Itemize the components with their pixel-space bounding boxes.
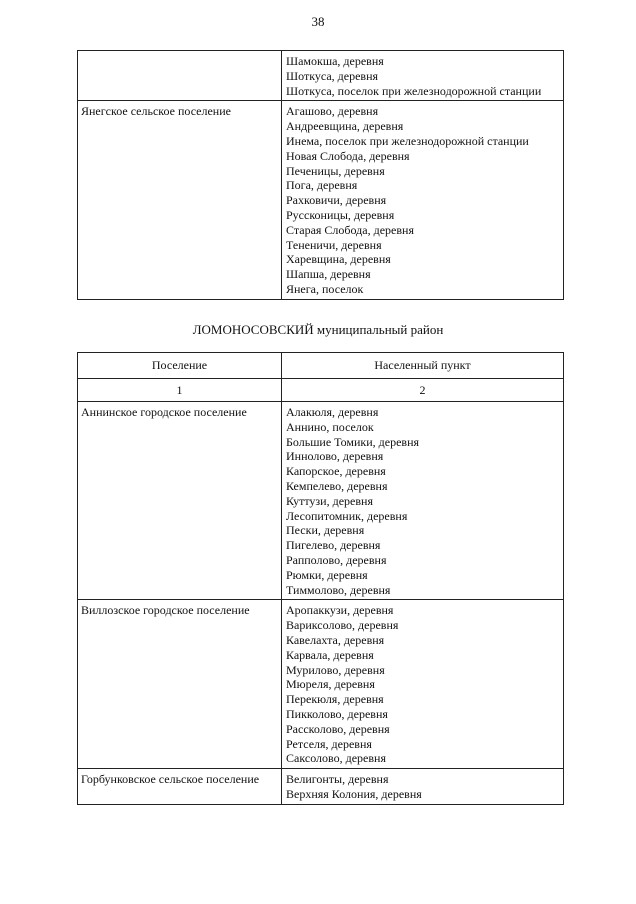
table-row — [78, 51, 564, 101]
locality-item: Рюмки, деревня — [286, 567, 368, 582]
locality-item: Карвала, деревня — [286, 647, 374, 662]
table-row — [78, 101, 564, 299]
locality-item: Шоткуса, деревня — [286, 68, 379, 83]
header-row — [78, 353, 564, 379]
localities-cell — [282, 769, 564, 805]
page-number: 38 — [311, 14, 325, 29]
locality-item: Иннолово, деревня — [286, 449, 384, 464]
locality-item: Харевщина, деревня — [286, 252, 391, 267]
locality-item: Рассколово, деревня — [286, 721, 390, 736]
locality-item: Янега, поселок — [286, 281, 364, 296]
settlement-name: Горбунковское сельское поселение — [78, 769, 282, 805]
locality-item: Руссконицы, деревня — [286, 207, 395, 222]
locality-item: Мюреля, деревня — [286, 677, 375, 692]
locality-item: Мурилово, деревня — [286, 662, 385, 677]
locality-item: Пога, деревня — [286, 178, 358, 193]
table-row — [78, 769, 564, 805]
localities-cell — [282, 600, 564, 769]
locality-item: Шоткуса, поселок при железнодорожной станции — [286, 83, 542, 98]
locality-item: Аннино, поселок — [286, 419, 374, 434]
localities-cell — [282, 101, 564, 299]
locality-item: Рапполово, деревня — [286, 552, 387, 567]
locality-item: Рахковичи, деревня — [286, 193, 387, 208]
locality-item: Пикколово, деревня — [286, 706, 388, 721]
locality-item: Велигонты, деревня — [286, 772, 389, 787]
settlements-table-continued — [77, 50, 564, 300]
locality-item: Тиммолово, деревня — [286, 582, 391, 597]
locality-item: Пески, деревня — [286, 523, 365, 538]
locality-item: Кемпелево, деревня — [286, 478, 388, 493]
locality-item: Куттузи, деревня — [286, 493, 373, 508]
locality-item: Саксолово, деревня — [286, 751, 386, 766]
section-title: ЛОМОНОСОВСКИЙ муниципальный район — [192, 322, 444, 337]
lomonosov-settlements-table — [77, 352, 564, 805]
locality-item: Капорское, деревня — [286, 464, 386, 479]
localities-cell — [282, 402, 564, 600]
locality-item: Инема, поселок при железнодорожной станции — [286, 133, 529, 148]
locality-item: Верхняя Колония, деревня — [286, 786, 422, 801]
column-number: 1 — [78, 379, 282, 402]
table-row — [78, 402, 564, 600]
locality-item: Андреевщина, деревня — [286, 119, 404, 134]
settlement-name: Аннинское городское поселение — [78, 402, 282, 600]
locality-item: Пигелево, деревня — [286, 538, 381, 553]
settlement-name: Янегское сельское поселение — [78, 101, 282, 299]
settlement-name: Виллозское городское поселение — [78, 600, 282, 769]
column-header-locality: Населенный пункт — [282, 353, 564, 379]
locality-item: Тененичи, деревня — [286, 237, 382, 252]
column-number: 2 — [282, 379, 564, 402]
locality-item: Большие Томики, деревня — [286, 434, 420, 449]
locality-item: Кавелахта, деревня — [286, 632, 385, 647]
locality-item: Шамокша, деревня — [286, 54, 384, 68]
locality-item: Лесопитомник, деревня — [286, 508, 408, 523]
locality-item: Старая Слобода, деревня — [286, 222, 414, 237]
settlement-name — [78, 51, 282, 101]
table-row — [78, 600, 564, 769]
locality-item: Шапша, деревня — [286, 267, 371, 282]
locality-item: Алакюля, деревня — [286, 405, 379, 419]
locality-item: Новая Слобода, деревня — [286, 148, 410, 163]
locality-item: Ретселя, деревня — [286, 736, 372, 751]
localities-cell — [282, 51, 564, 101]
locality-item: Вариксолово, деревня — [286, 618, 399, 633]
locality-item: Агашово, деревня — [286, 104, 379, 119]
locality-item: Перекюля, деревня — [286, 692, 384, 707]
locality-item: Аропаккузи, деревня — [286, 603, 394, 618]
column-header-settlement: Поселение — [78, 353, 282, 379]
column-number-row — [78, 379, 564, 402]
locality-item: Печеницы, деревня — [286, 163, 385, 178]
